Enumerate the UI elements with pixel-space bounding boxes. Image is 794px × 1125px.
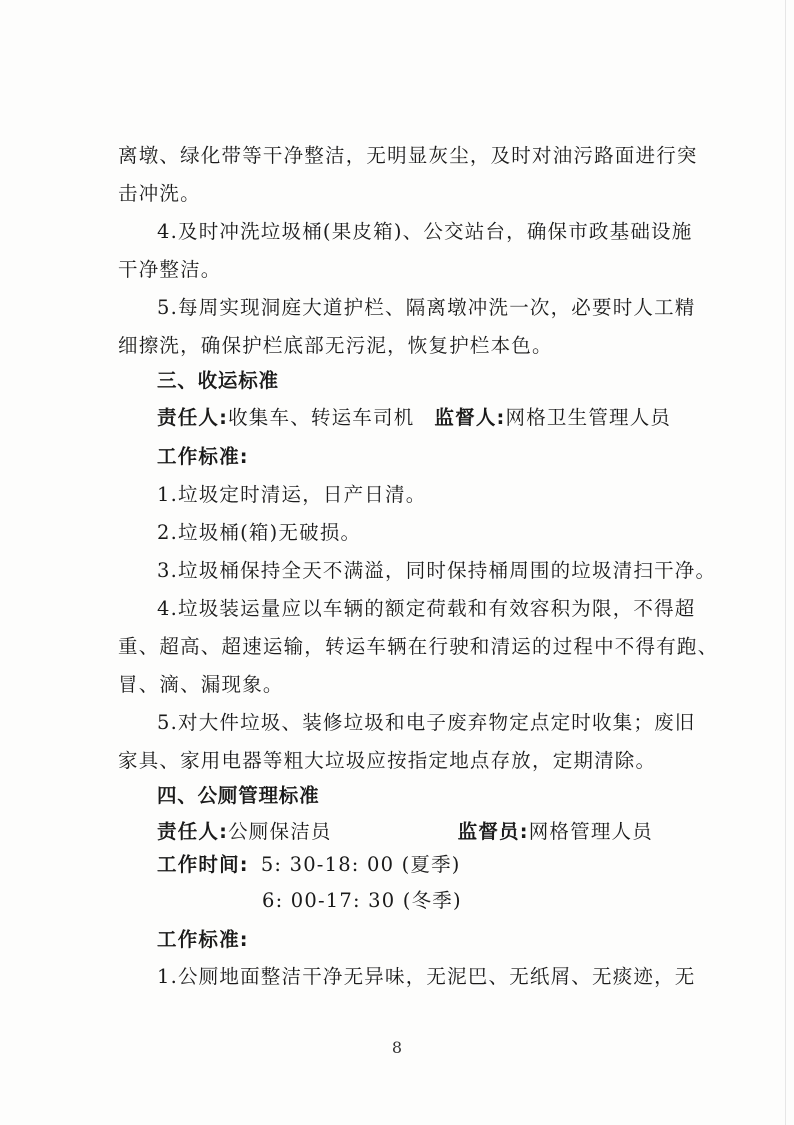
work-time-winter: 6: 00-17: 30 (冬季): [262, 889, 462, 912]
section-heading-collection: 三、收运标准: [157, 369, 279, 392]
standard-item-cont: 重、超高、超速运输，转运车辆在行驶和清运的过程中不得有跑、: [118, 635, 719, 658]
responsibility-row: [157, 818, 757, 846]
responsible-label: 责任人:: [157, 406, 229, 429]
page-number: 8: [391, 1038, 403, 1057]
supervisor-label: 监督员:: [457, 820, 529, 843]
paragraph-line: 离墩、绿化带等干净整洁，无明显灰尘，及时对油污路面进行突: [118, 144, 698, 167]
section-heading-toilet: 四、公厕管理标准: [157, 784, 320, 807]
standard-item: 1.垃圾定时清运，日产日清。: [157, 483, 427, 506]
responsible-value: 收集车、转运车司机: [228, 406, 415, 429]
responsible-value: 公厕保洁员: [228, 820, 332, 843]
standard-item: 3.垃圾桶保持全天不满溢，同时保持桶周围的垃圾清扫干净。: [157, 559, 717, 582]
paragraph-line: 击冲洗。: [118, 182, 201, 205]
item-5-line: 5.每周实现洞庭大道护栏、隔离墩冲洗一次，必要时人工精: [157, 296, 696, 319]
work-time-label: 工作时间:: [157, 853, 249, 876]
standard-item: 2.垃圾桶(箱)无破损。: [157, 521, 362, 544]
standard-item-cont: 冒、滴、漏现象。: [118, 673, 284, 696]
supervisor-value: 网格管理人员: [528, 820, 653, 843]
standard-item: 4.垃圾装运量应以车辆的额定荷载和有效容积为限，不得超: [157, 597, 696, 620]
item-5-line: 细擦洗，确保护栏底部无污泥，恢复护栏本色。: [118, 334, 553, 357]
scan-edge-divider: [785, 0, 786, 1125]
work-time-row: [157, 851, 757, 879]
supervisor-value: 网格卫生管理人员: [505, 406, 672, 429]
standard-item: 5.对大件垃圾、装修垃圾和电子废弃物定点定时收集；废旧: [157, 711, 696, 734]
responsible-label: 责任人:: [157, 820, 229, 843]
supervisor-label: 监督人:: [434, 406, 506, 429]
standard-item-cont: 家具、家用电器等粗大垃圾应按指定地点存放，定期清除。: [118, 749, 657, 772]
work-time-summer: 5: 30-18: 00 (夏季): [260, 853, 461, 876]
work-standard-label: 工作标准:: [157, 928, 249, 951]
standard-item: 1.公厕地面整洁干净无异味，无泥巴、无纸屑、无痰迹，无: [157, 965, 696, 988]
responsibility-row: [157, 404, 757, 432]
work-standard-label: 工作标准:: [157, 445, 249, 468]
item-4-line: 干净整洁。: [118, 258, 222, 281]
item-4-line: 4.及时冲洗垃圾桶(果皮箱)、公交站台，确保市政基础设施: [157, 220, 693, 243]
